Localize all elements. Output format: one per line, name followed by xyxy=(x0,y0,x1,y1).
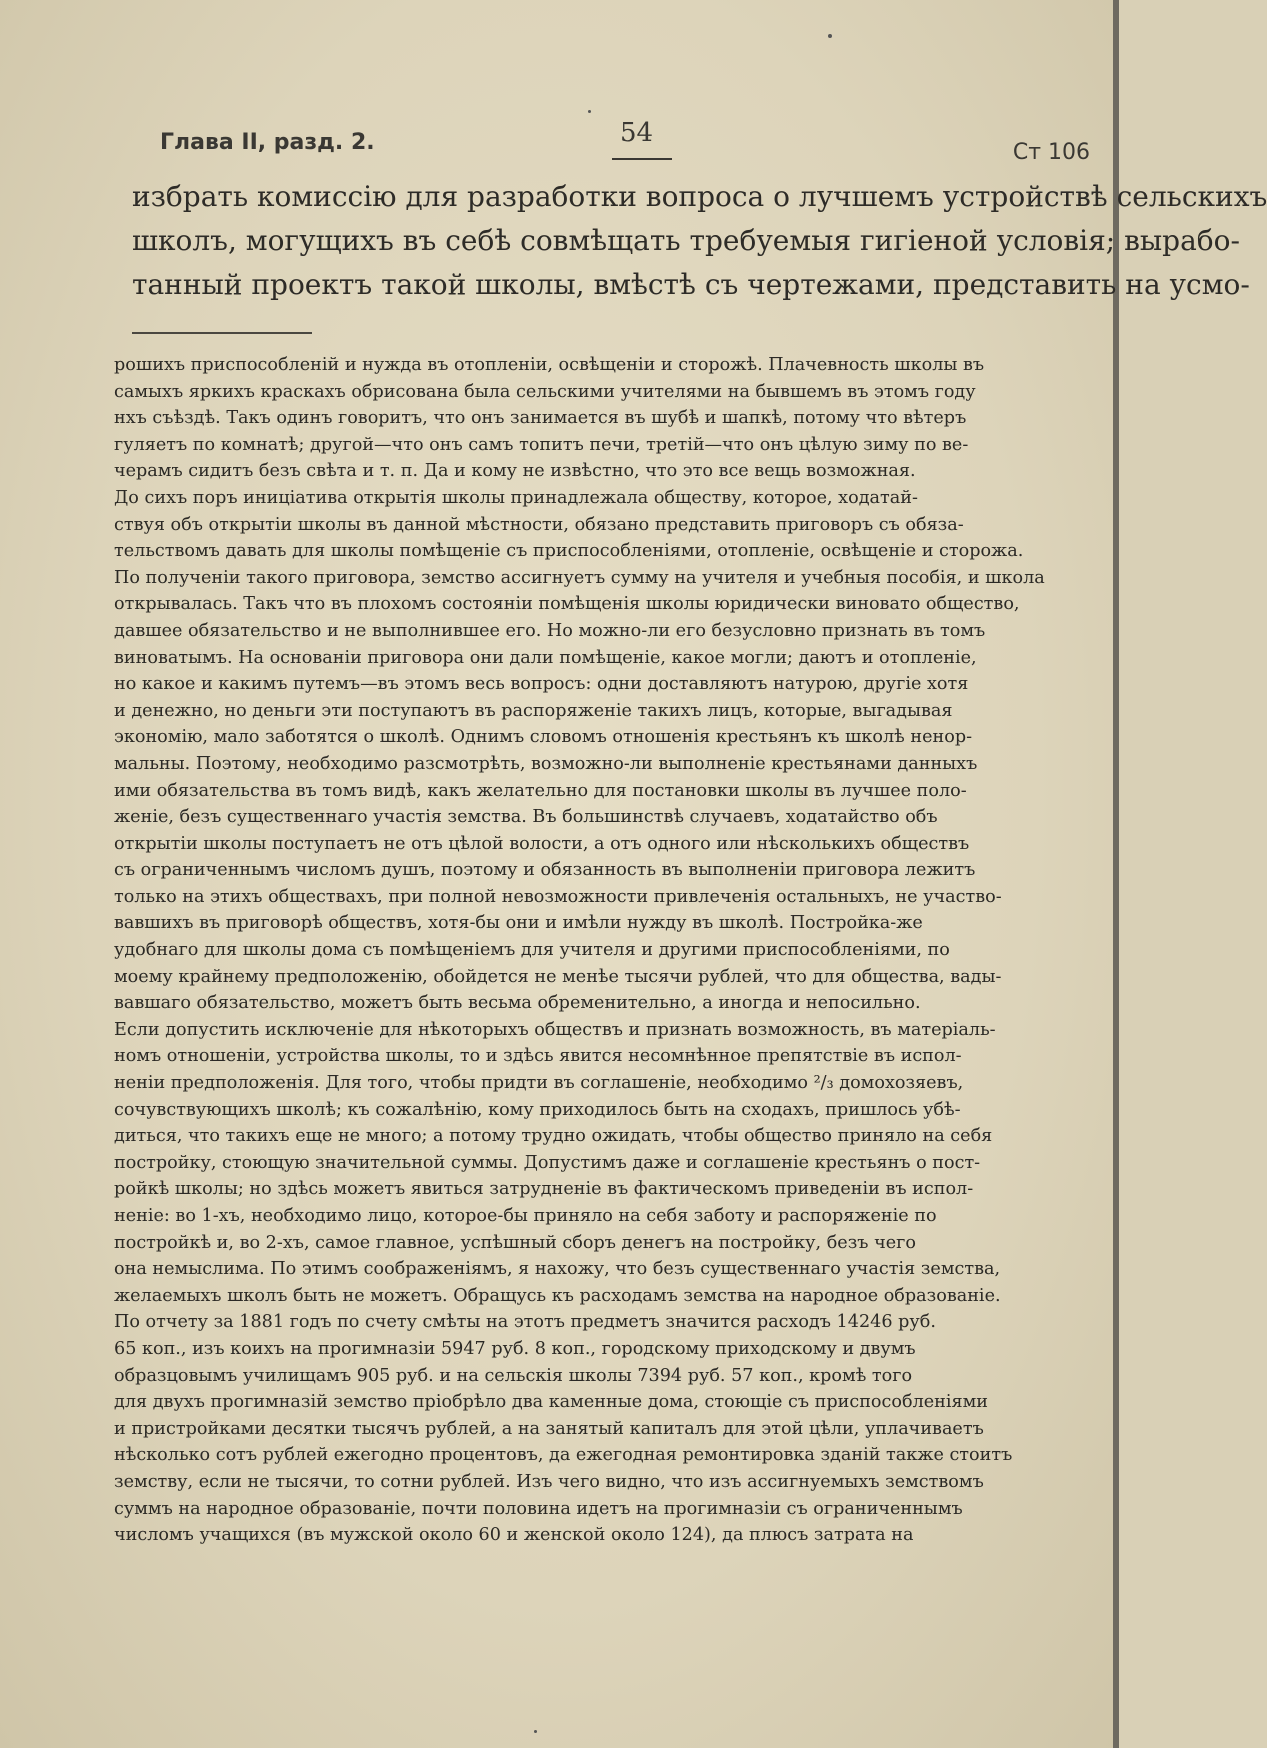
body-line: числомъ учащихся (въ мужской около 60 и женской около 124), да плюсъ затрата на xyxy=(114,1525,914,1546)
body-line: По отчету за 1881 годъ по счету смѣты на этотъ предметъ значится расходъ 14246 руб. xyxy=(114,1312,936,1333)
chapter-heading: Глава II, разд. 2. xyxy=(160,130,375,155)
body-line: сочувствующихъ школѣ; къ сожалѣнію, кому приходилось быть на сходахъ, пришлось убѣ- xyxy=(114,1099,961,1120)
page-header xyxy=(160,118,1090,178)
body-line: нхъ съѣздѣ. Такъ одинъ говоритъ, что онъ занимается въ шубѣ и шапкѣ, потому что вѣтеръ xyxy=(114,408,967,429)
body-line: постройку, стоющую значительной суммы. Допустимъ даже и соглашеніе крестьянъ о пост- xyxy=(114,1152,981,1173)
page-number-underline xyxy=(612,158,672,160)
body-line: Если допустить исключеніе для нѣкоторыхъ обществъ и признать возможность, въ матеріаль- xyxy=(114,1019,996,1040)
body-line: экономію, мало заботятся о школѣ. Однимъ словомъ отношенія крестьянъ къ школѣ ненор- xyxy=(114,727,973,748)
body-line: съ ограниченнымъ числомъ душъ, поэтому и обязанность въ выполненіи приговора лежитъ xyxy=(114,860,976,881)
body-line: 65 коп., изъ коихъ на прогимназіи 5947 руб. 8 коп., городскому приходскому и двумъ xyxy=(114,1338,916,1359)
body-line: и пристройками десятки тысячъ рублей, а на занятый капиталъ для этой цѣли, уплачиваетъ xyxy=(114,1418,984,1439)
resolution-line: школъ, могущихъ въ себѣ совмѣщать требуемыя гигіеной условія; вырабо- xyxy=(132,224,1240,257)
body-line: суммъ на народное образованіе, почти половина идетъ на прогимназіи съ ограниченнымъ xyxy=(114,1498,963,1519)
body-line: неніе: во 1-хъ, необходимо лицо, которое-бы приняло на себя заботу и распоряженіе по xyxy=(114,1206,937,1226)
resolution-line: танный проектъ такой школы, вмѣстѣ съ чертежами, представить на усмо- xyxy=(132,268,1250,301)
body-line: До сихъ поръ иниціатива открытія школы принадлежала обществу, которое, ходатай- xyxy=(114,487,918,508)
body-line: номъ отношеніи, устройства школы, то и здѣсь явится несомнѣнное препятствіе въ испол- xyxy=(114,1046,962,1067)
body-line: виноватымъ. На основаніи приговора они дали помѣщеніе, какое могли; даютъ и отопленіе, xyxy=(114,647,977,668)
body-line: для двухъ прогимназій земство пріобрѣло два каменные дома, стоющіе съ приспособленіями xyxy=(114,1392,989,1413)
footnote-body xyxy=(114,352,1117,1549)
body-line: вавшихъ въ приговорѣ обществъ, хотя-бы они и имѣли нужду въ школѣ. Постройка-же xyxy=(114,913,923,934)
body-line: черамъ сидитъ безъ свѣта и т. п. Да и кому не извѣстно, что это все вещь возможная. xyxy=(114,461,916,482)
body-line: ими обязательства въ томъ видѣ, какъ желательно для постановки школы въ лучшее поло- xyxy=(114,780,967,801)
body-line: ройкѣ школы; но здѣсь можетъ явиться затрудненіе въ фактическомъ приведеніи въ испол- xyxy=(114,1179,974,1200)
resolution-text xyxy=(132,175,1267,307)
body-line: нѣсколько сотъ рублей ежегодно процентовъ, да ежегодная ремонтировка зданій также стоитъ xyxy=(114,1445,1013,1466)
body-line: желаемыхъ школъ быть не можетъ. Обращусь къ расходамъ земства на народное образованіе. xyxy=(114,1285,1001,1306)
body-line: вавшаго обязательство, можетъ быть весьма обременительно, а иногда и непосильно. xyxy=(114,993,921,1014)
body-line: женіе, безъ существеннаго участія земства. Въ большинствѣ случаевъ, ходатайство объ xyxy=(114,807,938,828)
body-line: ствуя объ открытіи школы въ данной мѣстности, обязано представить приговоръ съ обяза- xyxy=(114,514,964,535)
body-line: открывалась. Такъ что въ плохомъ состояніи помѣщенія школы юридически виновато общество, xyxy=(114,594,1020,615)
resolution-line: избрать комиссію для разработки вопроса о лучшемъ устройствѣ сельскихъ xyxy=(132,180,1267,213)
body-line: тельствомъ давать для школы помѣщеніе съ приспособленіями, отопленіе, освѣщеніе и сторожа. xyxy=(114,541,1024,562)
body-line: но какое и какимъ путемъ—въ этомъ весь вопросъ: одни доставляютъ натурою, другіе хотя xyxy=(114,674,969,695)
footnote-divider xyxy=(132,332,312,334)
ink-speck xyxy=(828,34,832,38)
body-line: постройкѣ и, во 2-хъ, самое главное, успѣшный сборъ денегъ на постройку, безъ чего xyxy=(114,1232,916,1253)
body-line: гуляетъ по комнатѣ; другой—что онъ самъ топитъ печи, третій—что онъ цѣлую зиму по ве- xyxy=(114,434,969,455)
body-line: и денежно, но деньги эти поступаютъ въ распоряженіе такихъ лицъ, которые, выгадывая xyxy=(114,700,953,721)
column-number: Ст 106 xyxy=(1012,140,1090,165)
body-line: По полученіи такого приговора, земство ассигнуетъ сумму на учителя и учебныя пособія, и школа xyxy=(114,567,1045,588)
body-line: открытіи школы поступаетъ не отъ цѣлой волости, а отъ одного или нѣсколькихъ обществъ xyxy=(114,833,970,854)
page-number: 54 xyxy=(620,118,654,148)
body-line: неніи предположенія. Для того, чтобы придти въ соглашеніе, необходимо ²/₃ домохозяевъ, xyxy=(114,1073,964,1094)
body-line: она немыслима. По этимъ соображеніямъ, я нахожу, что безъ существеннаго участія земства, xyxy=(114,1259,1001,1280)
body-line: рошихъ приспособленій и нужда въ отопленіи, освѣщеніи и сторожѣ. Плачевность школы въ xyxy=(114,355,985,375)
body-line: диться, что такихъ еще не много; а потому трудно ожидать, чтобы общество приняло на себя xyxy=(114,1126,993,1147)
ink-speck xyxy=(534,1730,537,1733)
body-line: образцовымъ училищамъ 905 руб. и на сельскія школы 7394 руб. 57 коп., кромѣ того xyxy=(114,1365,913,1386)
body-line: земству, если не тысячи, то сотни рублей. Изъ чего видно, что изъ ассигнуемыхъ земствомъ xyxy=(114,1471,984,1492)
body-line: мальны. Поэтому, необходимо разсмотрѣть, возможно-ли выполненіе крестьянами данныхъ xyxy=(114,753,978,774)
body-line: самыхъ яркихъ краскахъ обрисована была сельскими учителями на бывшемъ въ этомъ году xyxy=(114,381,976,402)
body-line: моему крайнему предположенію, обойдется не менѣе тысячи рублей, что для общества, вады- xyxy=(114,966,1002,987)
ink-speck xyxy=(588,110,591,113)
body-line: удобнаго для школы дома съ помѣщеніемъ для учителя и другими приспособленіями, по xyxy=(114,940,950,961)
body-line: давшее обязательство и не выполнившее его. Но можно-ли его безусловно признать въ томъ xyxy=(114,620,986,641)
body-line: только на этихъ обществахъ, при полной невозможности привлеченія остальныхъ, не участво- xyxy=(114,886,1002,907)
